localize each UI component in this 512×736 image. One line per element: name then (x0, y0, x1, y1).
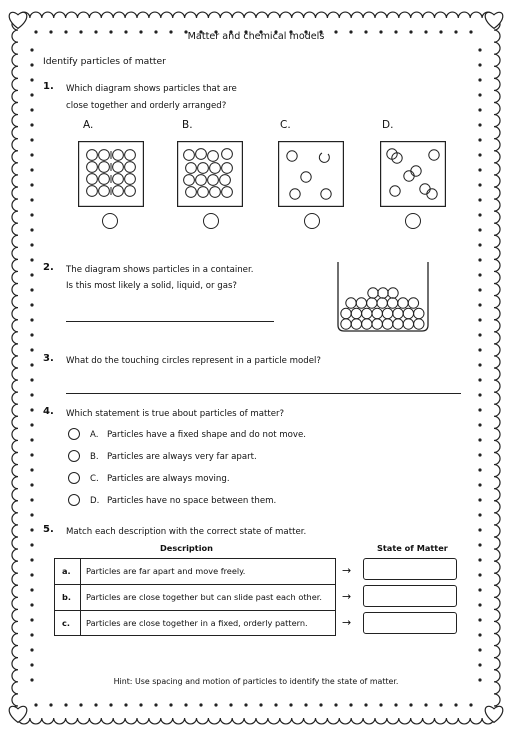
q1-option-a-radio[interactable] (102, 213, 118, 229)
q5-row-c-letter: c. (62, 618, 70, 628)
q3-text: What do the touching circles represent in a particle model? (66, 356, 321, 366)
q1-number: 1. (43, 81, 54, 92)
q1-text-line1: Which diagram shows particles that are (66, 84, 237, 94)
q5-text: Match each description with the correct state of matter. (66, 527, 307, 537)
q5-row-a-arrow: → (342, 564, 352, 577)
q5-row-b-answer-box[interactable] (363, 585, 457, 607)
q2-answer-line[interactable] (66, 321, 274, 322)
q5-col-state: State of Matter (377, 543, 448, 553)
q5-row-c-text: Particles are close together in a fixed, orderly pattern. (86, 618, 308, 628)
page-title: Matter and chemical models (187, 31, 325, 42)
q4-number: 4. (43, 406, 54, 417)
q5-col-description: Description (160, 543, 213, 553)
q1-option-c-radio[interactable] (304, 213, 320, 229)
q3-answer-line[interactable] (66, 393, 461, 394)
q2-text-line2: Is this most likely a solid, liquid, or gas? (66, 281, 237, 291)
q5-row-a-answer-box[interactable] (363, 558, 457, 580)
q1-diagram-d (380, 141, 446, 207)
q1-diagram-a (78, 141, 144, 207)
q1-option-b-radio[interactable] (203, 213, 219, 229)
q4-option-b-radio[interactable] (68, 450, 80, 462)
q1-option-d-label: D. (382, 119, 394, 131)
section-title: Identify particles of matter (43, 56, 166, 67)
q2-text-line1: The diagram shows particles in a container. (66, 265, 254, 275)
q1-option-a-label: A. (83, 119, 94, 131)
q4-option-a-letter: A. (90, 430, 99, 440)
q3-number: 3. (43, 353, 54, 364)
q5-row-c-arrow: → (342, 616, 352, 629)
q5-row-c-answer-box[interactable] (363, 612, 457, 634)
q1-option-d-radio[interactable] (405, 213, 421, 229)
q4-option-d-text: Particles have no space between them. (107, 496, 277, 506)
q1-option-c-label: C. (280, 119, 291, 131)
hint-text: Hint: Use spacing and motion of particles to identify the state of matter. (113, 677, 399, 686)
q2-number: 2. (43, 262, 54, 273)
q4-text: Which statement is true about particles of matter? (66, 409, 285, 419)
q2-container-diagram (336, 261, 430, 333)
q4-option-c-radio[interactable] (68, 472, 80, 484)
q4-option-d-letter: D. (90, 496, 100, 506)
q5-number: 5. (43, 524, 54, 535)
q4-option-b-letter: B. (90, 452, 99, 462)
q5-row-a-text: Particles are far apart and move freely. (86, 566, 246, 576)
q4-option-c-text: Particles are always moving. (107, 474, 230, 484)
q1-diagram-b (177, 141, 243, 207)
q4-option-a-text: Particles have a fixed shape and do not move. (107, 430, 307, 440)
q4-option-d-radio[interactable] (68, 494, 80, 506)
q4-option-a-radio[interactable] (68, 428, 80, 440)
q5-row-b-text: Particles are close together but can slide past each other. (86, 592, 322, 602)
q4-option-c-letter: C. (90, 474, 99, 484)
q1-option-b-label: B. (182, 119, 193, 131)
q4-option-b-text: Particles are always very far apart. (107, 452, 257, 462)
q1-text-line2: close together and orderly arranged? (66, 101, 227, 111)
q5-row-a-letter: a. (62, 566, 71, 576)
q5-row-b-letter: b. (62, 592, 71, 602)
q1-diagram-c (278, 141, 344, 207)
q5-row-b-arrow: → (342, 590, 352, 603)
